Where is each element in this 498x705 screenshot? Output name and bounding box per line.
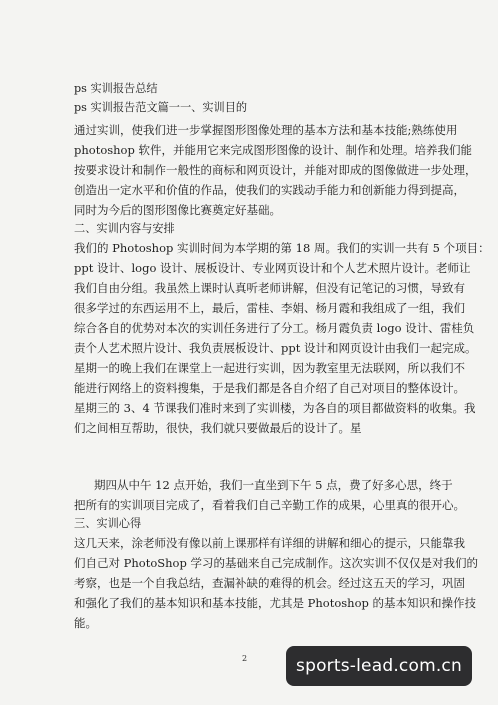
paragraph-line: 很多学过的东西运用不上，最后，雷桂、李娟、杨月霞和我组成了一组，我们 [74,301,465,315]
paragraph-line: 们自己对 PhotoShop 学习的基础来自己完成制作。这次实训不仅仅是对我们的 [74,556,478,570]
paragraph-line: 们之间相互帮助，很快，我们就只要做最后的设计了。星 [74,421,362,435]
paragraph-line: 按要求设计和制作一般性的商标和网页设计，并能对即成的图像做进一步处理， [74,163,477,177]
page-number: 2 [242,654,248,663]
watermark-text: sports-lead.com.cn [296,656,462,676]
paragraph-line: photoshop 软件，并能用它来完成图形图像的设计、制作和处理。培养我们能 [74,143,472,157]
paragraph-line: 同时为今后的图形图像比赛奠定好基础。 [74,203,281,217]
paragraph-line: 我们自由分组。我虽然上课时认真听老师讲解，但没有记笔记的习惯，导致有 [74,281,465,295]
paragraph-line: 综合各自的优势对本次的实训任务进行了分工。杨月霞负责 logo 设计、雷桂负 [74,321,475,335]
paragraph-line: 我们的 Photoshop 实训时间为本学期的第 18 周。我们的实训一共有 5 个项目： [74,241,490,255]
section-heading: 三、实训心得 [74,517,142,530]
paragraph-line: 期四从中午 12 点开始，我们一直坐到下午 5 点，费了好多心思，终于 [94,478,453,492]
paragraph-line: 把所有的实训项目完成了，看着我们自己辛勤工作的成果，心里真的很开心。 [74,498,465,512]
paragraph-line: 责个人艺术照片设计、我负责展板设计、ppt 设计和网页设计由我们一起完成。 [74,341,477,355]
watermark-badge [286,646,472,686]
paragraph-line: ppt 设计、logo 设计、展板设计、专业网页设计和个人艺术照片设计。老师让 [74,261,471,275]
paragraph-line: 考察，也是一个自我总结，查漏补缺的难得的机会。经过这五天的学习，巩固 [74,576,465,590]
paragraph-line: 创造出一定水平和价值的作品，使我们的实践动手能力和创新能力得到提高， [74,183,465,197]
paragraph-line: 和强化了我们的基本知识和基本技能，尤其是 Photoshop 的基本知识和操作技 [74,596,477,610]
paragraph-line: 通过实训，使我们进一步掌握图形图像处理的基本方法和基本技能;熟练使用 [74,123,458,137]
paragraph-line: 能。 [74,616,97,630]
document-title: ps 实训报告总结 [74,82,158,95]
paragraph-line: 这几天来，涂老师没有像以前上课那样有详细的讲解和细心的提示，只能靠我 [74,536,465,550]
section-heading: 二、实训内容与安排 [74,222,175,235]
paragraph-line: 星期三的 3、4 节课我们准时来到了实训楼，为各自的项目都做资料的收集。我 [74,401,476,415]
document-subtitle: ps 实训报告范文篇一一、实训目的 [74,101,248,114]
paragraph-line: 星期一的晚上我们在课堂上一起进行实训，因为教室里无法联网，所以我们不 [74,361,465,375]
paragraph-line: 能进行网络上的资料搜集，于是我们都是各自介绍了自己对项目的整体设计。 [74,381,465,395]
